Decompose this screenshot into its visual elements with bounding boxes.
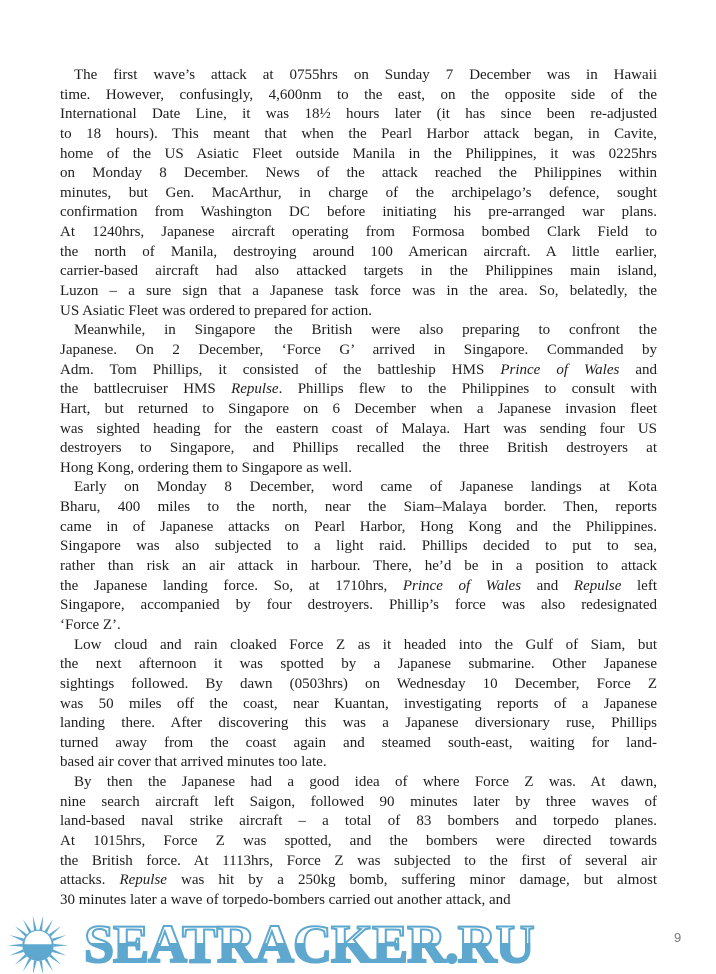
body-text [60, 66, 657, 911]
text-segment: was hit by a 250kg bomb, suffering minor damage, but almost [166, 872, 657, 889]
ship-name: Prince of Wales [500, 361, 620, 378]
text-segment: attacks. [60, 872, 120, 889]
text-segment: the Japanese landing force. So, at 1710hrs, [60, 577, 403, 594]
text-line: ‘Force Z’. [60, 616, 121, 633]
text-line: Japanese. On 2 December, ‘Force G’ arrived in Singapore. Commanded by [60, 341, 657, 358]
sun-ray [10, 949, 24, 955]
sun-ray [10, 935, 24, 941]
text-line: Bharu, 400 miles to the north, near the Siam–Malaya border. Then, reports [60, 499, 657, 516]
text-line: destroyers to Singapore, and Phillips recalled the three British destroyers at [60, 440, 657, 457]
text-line: time. However, confusingly, 4,600nm to the east, on the opposite side of the [60, 86, 657, 103]
ship-name: Prince of Wales [402, 577, 522, 594]
text-line: nine search aircraft left Saigon, followed 90 minutes later by three waves of [60, 793, 657, 810]
text-segment: . Phillips flew to the Philippines to consult with [278, 381, 657, 398]
sun-icon [2, 914, 74, 973]
text-line: the north of Manila, destroying around 100 American aircraft. A little earlier, [60, 243, 657, 260]
sun-ray [52, 935, 66, 941]
text-segment: left [621, 577, 657, 594]
text-segment: the battlecruiser HMS [60, 381, 232, 398]
text-line: At 1015hrs, Force Z was spotted, and the bombers were directed towards [60, 832, 657, 849]
text-line: minutes, but Gen. MacArthur, in charge of the archipelago’s defence, sought [60, 184, 657, 201]
paragraph [60, 66, 657, 321]
text-line: Singapore, accompanied by four destroyers. Phillip’s force was also redesignated [60, 597, 657, 614]
sun-ray [15, 954, 27, 965]
text-line: Singapore was also subjected to a light raid. Phillips decided to put to sea, [60, 538, 657, 555]
text-line: sightings followed. By dawn (0503hrs) on Wednesday 10 December, Force Z [60, 675, 657, 692]
text-line: Luzon – a sure sign that a Japanese task force was in the area. So, belatedly, the [60, 283, 657, 300]
text-line [60, 577, 657, 597]
sun-ray [49, 926, 61, 937]
text-line: the next afternoon it was spotted by a Japanese submarine. Other Japanese [60, 656, 657, 673]
ship-name: Repulse [573, 577, 622, 594]
paragraph [60, 478, 657, 635]
text-line: US Asiatic Fleet was ordered to prepared for action. [60, 302, 372, 319]
text-line: Low cloud and rain cloaked Force Z as it headed into the Gulf of Siam, but [74, 636, 657, 653]
sun-ray [45, 919, 54, 932]
sun-ray [54, 944, 69, 947]
text-line: was 50 miles off the coast, near Kuantan, investigating reports of a Japanese [60, 695, 657, 712]
sun-ray [49, 954, 61, 965]
text-line: rather than risk an air attack in harbour. There, he’d be in a position to attack [60, 558, 657, 575]
text-line: By then the Japanese had a good idea of where Force Z was. At dawn, [74, 774, 657, 791]
text-line: The first wave’s attack at 0755hrs on Sunday 7 December was in Hawaii [74, 67, 657, 83]
text-segment: and [521, 577, 574, 594]
ship-name: Repulse [231, 381, 279, 398]
text-line: International Date Line, it was 18½ hours later (it has since been re-adjusted [60, 106, 657, 123]
paragraph [60, 636, 657, 773]
sun-ray [23, 958, 32, 971]
paragraph [60, 321, 657, 478]
text-line: the British force. At 1113hrs, Force Z was subjected to the first of several air [60, 852, 657, 869]
text-line: land-based naval strike aircraft – a total of 83 bombers and torpedo planes. [60, 813, 657, 830]
text-line: Hong Kong, ordering them to Singapore as well. [60, 459, 353, 476]
text-line: turned away from the coast again and steamed south-east, waiting for land- [60, 734, 657, 751]
sun-ray [33, 916, 37, 931]
text-line: confirmation from Washington DC before initiating his pre-arranged war plans. [60, 204, 657, 221]
sun-ray [15, 926, 27, 937]
ship-name: Repulse [119, 872, 167, 889]
text-line: Early on Monday 8 December, word came of Japanese landings at Kota [74, 479, 657, 496]
sun-ray [8, 944, 23, 947]
text-line [60, 361, 657, 381]
text-line: home of the US Asiatic Fleet outside Manila in the Philippines, it was 0225hrs [60, 145, 657, 162]
sun-ray [39, 916, 43, 931]
text-line: 30 minutes later a wave of torpedo-bombers carried out another attack, and [60, 891, 511, 908]
text-line: carrier-based aircraft had also attacked targets in the Philippines main island, [60, 263, 657, 280]
sun-ray [45, 958, 54, 971]
paragraph [60, 773, 657, 910]
text-line [60, 380, 657, 400]
text-line: Hart, but returned to Singapore on 6 December when a Japanese invasion fleet [60, 400, 657, 417]
watermark [0, 914, 716, 973]
watermark-text: SEATRACKER.RU [84, 914, 534, 974]
sun-ray [39, 960, 43, 973]
text-line: based air cover that arrived minutes too late. [60, 754, 327, 771]
text-line [60, 871, 657, 891]
text-segment: Adm. Tom Phillips, it consisted of the battleship HMS [60, 361, 501, 378]
text-line: to 18 hours). This meant that when the Pearl Harbor attack began, in Cavite, [60, 125, 657, 142]
text-line: on Monday 8 December. News of the attack reached the Philippines within [60, 165, 657, 182]
page-number: 9 [674, 930, 682, 945]
text-line: landing there. After discovering this was a Japanese diversionary ruse, Phillips [60, 715, 657, 732]
text-line: At 1240hrs, Japanese aircraft operating from Formosa bombed Clark Field to [60, 224, 657, 241]
text-segment: and [619, 361, 657, 378]
sun-ray [23, 919, 32, 932]
text-line: Meanwhile, in Singapore the British were also preparing to confront the [74, 322, 657, 339]
sun-ray [33, 960, 37, 973]
sun-ray [52, 949, 66, 955]
text-line: was sighted heading for the eastern coast of Malaya. Hart was sending four US [60, 420, 657, 437]
text-line: came in of Japanese attacks on Pearl Harbor, Hong Kong and the Philippines. [60, 518, 657, 535]
